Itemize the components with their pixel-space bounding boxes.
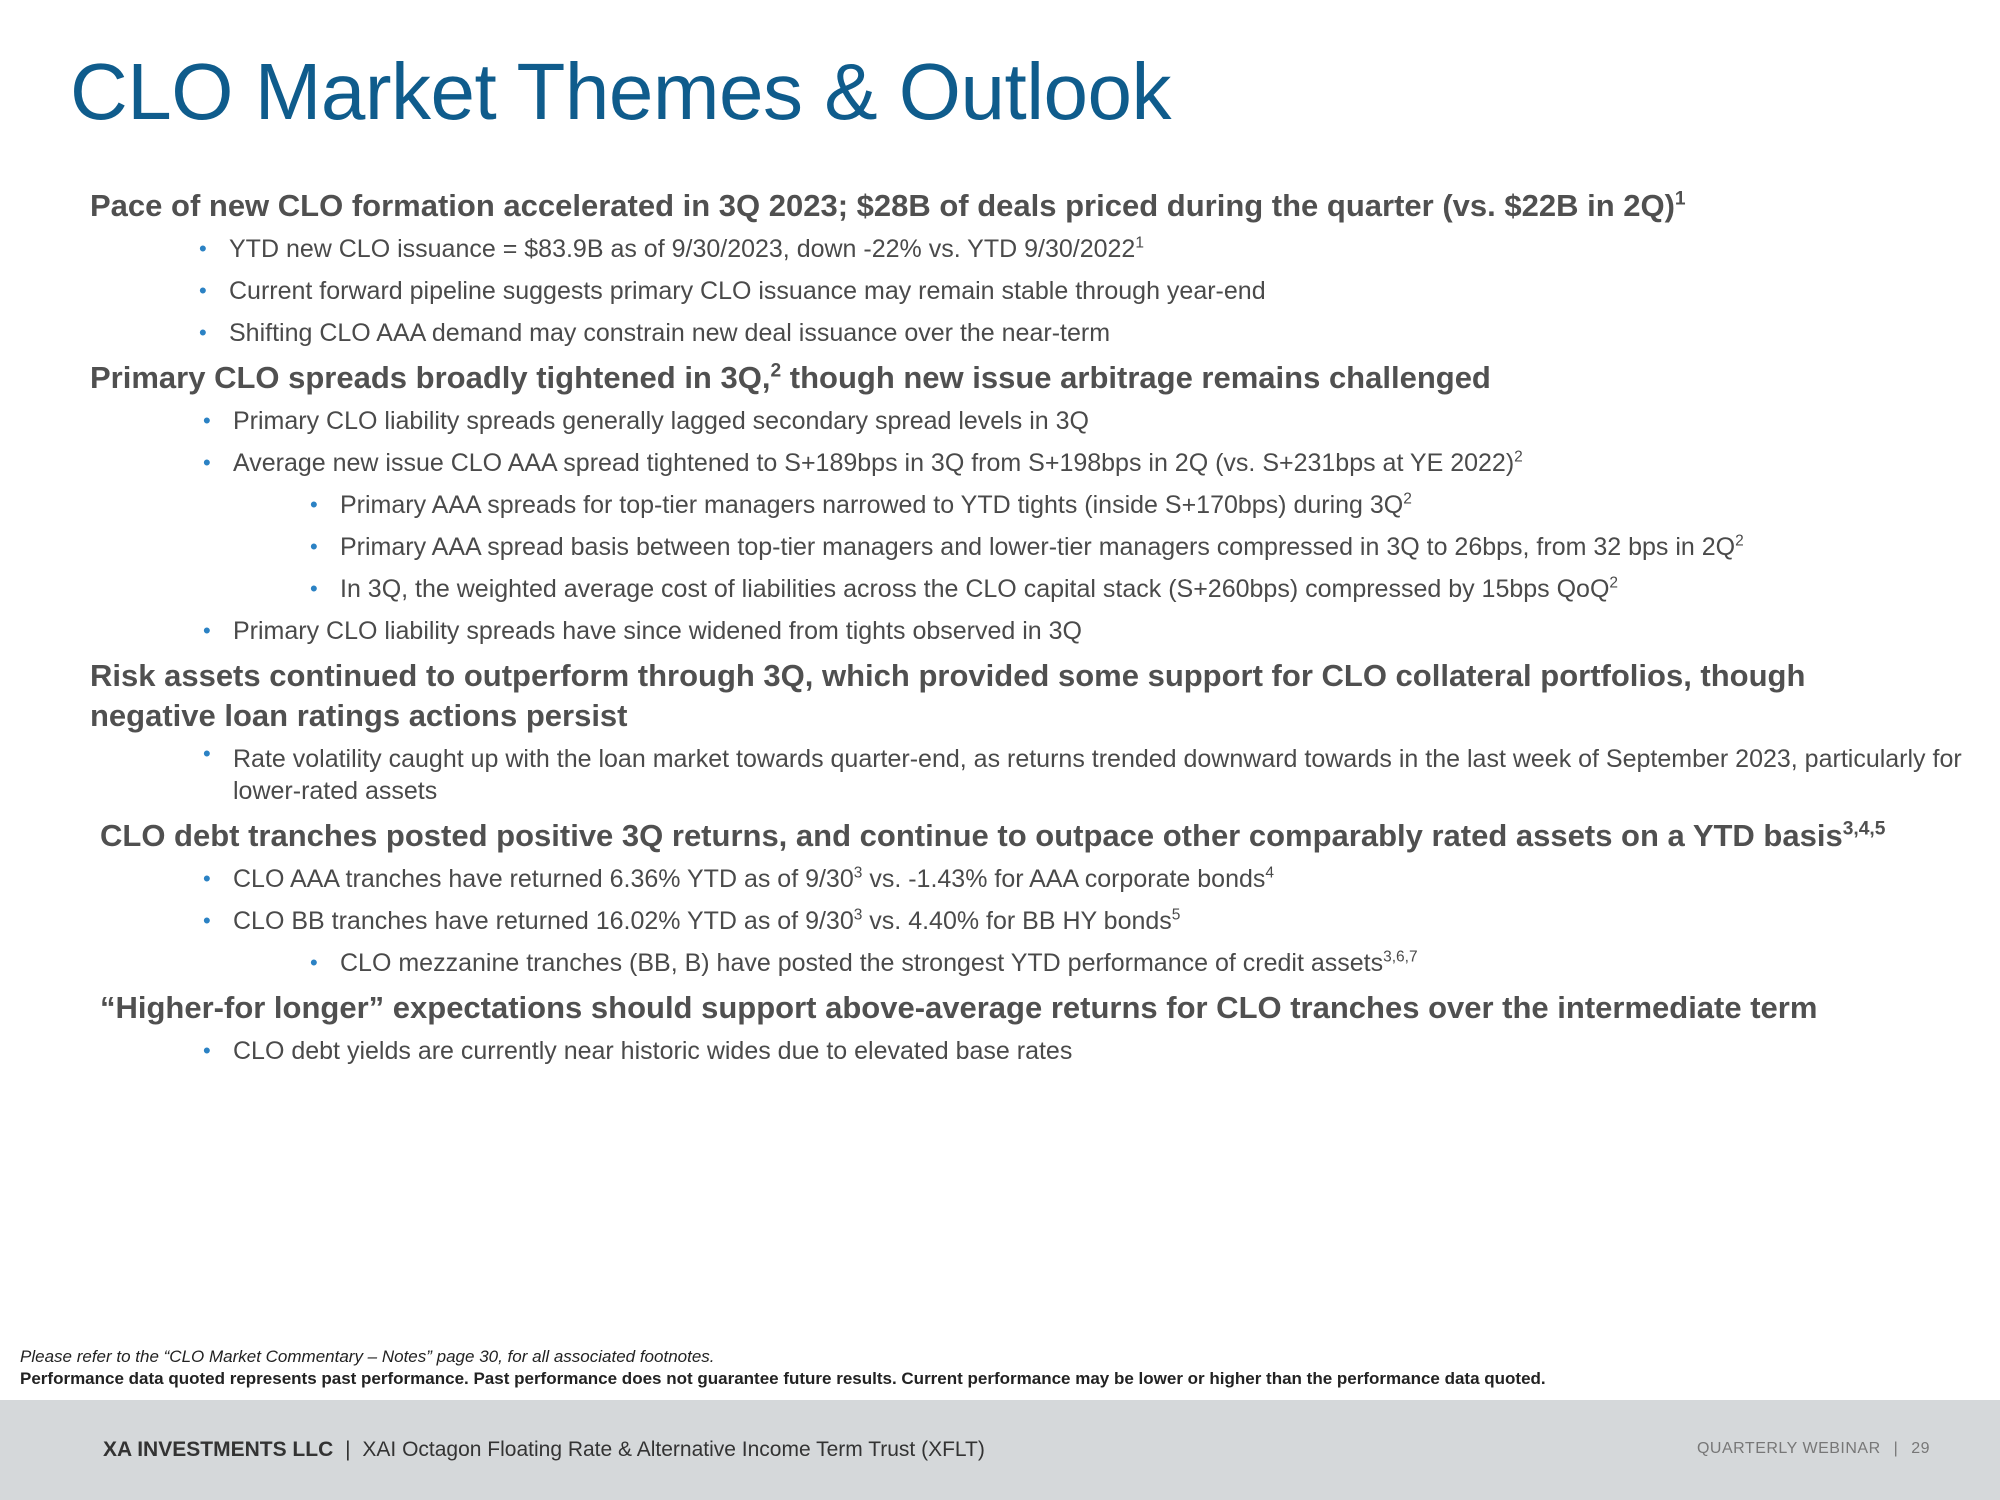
footer-separator: |	[345, 1438, 351, 1461]
company-name: XA INVESTMENTS LLC	[103, 1438, 334, 1461]
list-item: • In 3Q, the weighted average cost of liabilities across the CLO capital stack (S+260bps) compressed by 15bps QoQ$^2$	[340, 568, 1930, 610]
section-heading-new-clo-formation: Pace of new CLO formation accelerated in 3Q 2023; $28B of deals priced during the quarter (vs. $22B in 2Q)$^1$	[90, 188, 1686, 223]
bullet-list	[90, 1030, 1930, 1072]
sub-bullet-list	[90, 484, 1930, 610]
list-item: • Shifting CLO AAA demand may constrain new deal issuance over the near-term	[229, 312, 1930, 354]
list-item: • Primary CLO liability spreads generally lagged secondary spread levels in 3Q	[233, 400, 1930, 442]
list-item: • Average new issue CLO AAA spread tightened to S+189bps in 3Q from S+198bps in 2Q (vs. S+231bps at YE 2022)$^2$	[233, 442, 1930, 484]
sub-bullet-list	[90, 942, 1930, 984]
fund-name: XAI Octagon Floating Rate & Alternative Income Term Trust (XFLT)	[362, 1438, 985, 1461]
bullet-list	[90, 228, 1930, 354]
bullet-list	[90, 610, 1930, 652]
list-item: • Primary AAA spread basis between top-tier managers and lower-tier managers compressed in 3Q to 26bps, from 32 bps in $2Q^2$	[340, 526, 1930, 568]
list-item: • CLO mezzanine tranches (BB, B) have posted the strongest YTD performance of credit assets$^{3,6,7}$	[340, 942, 1930, 984]
page-title: CLO Market Themes & Outlook	[70, 47, 1171, 136]
section-heading-primary-spreads: Primary CLO spreads broadly tightened in 3Q,$^2$ though new issue arbitrage remains challenged	[90, 360, 1491, 395]
bullet-list	[90, 738, 1973, 812]
list-item: • Primary AAA spreads for top-tier managers narrowed to YTD tights (inside S+170bps) during $3Q^2$	[340, 484, 1930, 526]
list-item: • Current forward pipeline suggests primary CLO issuance may remain stable through year-end	[229, 270, 1930, 312]
page-number: 29	[1911, 1440, 1930, 1457]
footer-fund-info	[103, 1438, 985, 1462]
footnote-reference: Please refer to the “CLO Market Commentary – Notes” page 30, for all associated footnotes.	[20, 1347, 715, 1366]
bullet-list	[90, 400, 1930, 484]
section-label: QUARTERLY WEBINAR	[1696, 1440, 1881, 1457]
footer-page-info	[1697, 1440, 1930, 1458]
list-item: • CLO AAA tranches have returned 6.36% YTD as of $9/30^3$ vs. -1.43% for AAA corporate bonds$^4$	[233, 858, 1930, 900]
content-body	[90, 186, 1962, 1076]
section-heading-risk-assets: Risk assets continued to outperform through 3Q, which provided some support for CLO collateral portfolios, though negative loan ratings actions persist	[90, 658, 1806, 733]
list-item: • CLO debt yields are currently near historic wides due to elevated base rates	[233, 1030, 1930, 1072]
footer-bar	[0, 1400, 2000, 1500]
list-item: • Primary CLO liability spreads have since widened from tights observed in 3Q	[233, 610, 1930, 652]
bullet-list	[90, 858, 1930, 942]
section-heading-higher-for-longer: “Higher-for longer” expectations should support above-average returns for CLO tranches over the intermediate term	[100, 990, 1818, 1025]
list-item: • YTD new CLO issuance = $83.9B as of 9/30/2023, down -22% vs. YTD 9/30/2022$^1$	[229, 228, 1930, 270]
page-separator: |	[1893, 1440, 1899, 1457]
list-item: • Rate volatility caught up with the loan market towards quarter-end, as returns trended downward towards in the last week of September 2023, particularly for lower-rated assets	[233, 738, 1973, 812]
performance-disclaimer: Performance data quoted represents past performance. Past performance does not guarantee future results. Current performance may be lower or higher than the performance data quoted.	[20, 1369, 1546, 1388]
section-heading-clo-debt-tranches: CLO debt tranches posted positive 3Q returns, and continue to outpace other comparably rated assets on a YTD basis$^{3,4,5}$	[100, 818, 1886, 853]
footnotes	[20, 1346, 1980, 1390]
list-item: • CLO BB tranches have returned 16.02% YTD as of $9/30^3$ vs. 4.40% for BB HY bonds$^5$	[233, 900, 1930, 942]
